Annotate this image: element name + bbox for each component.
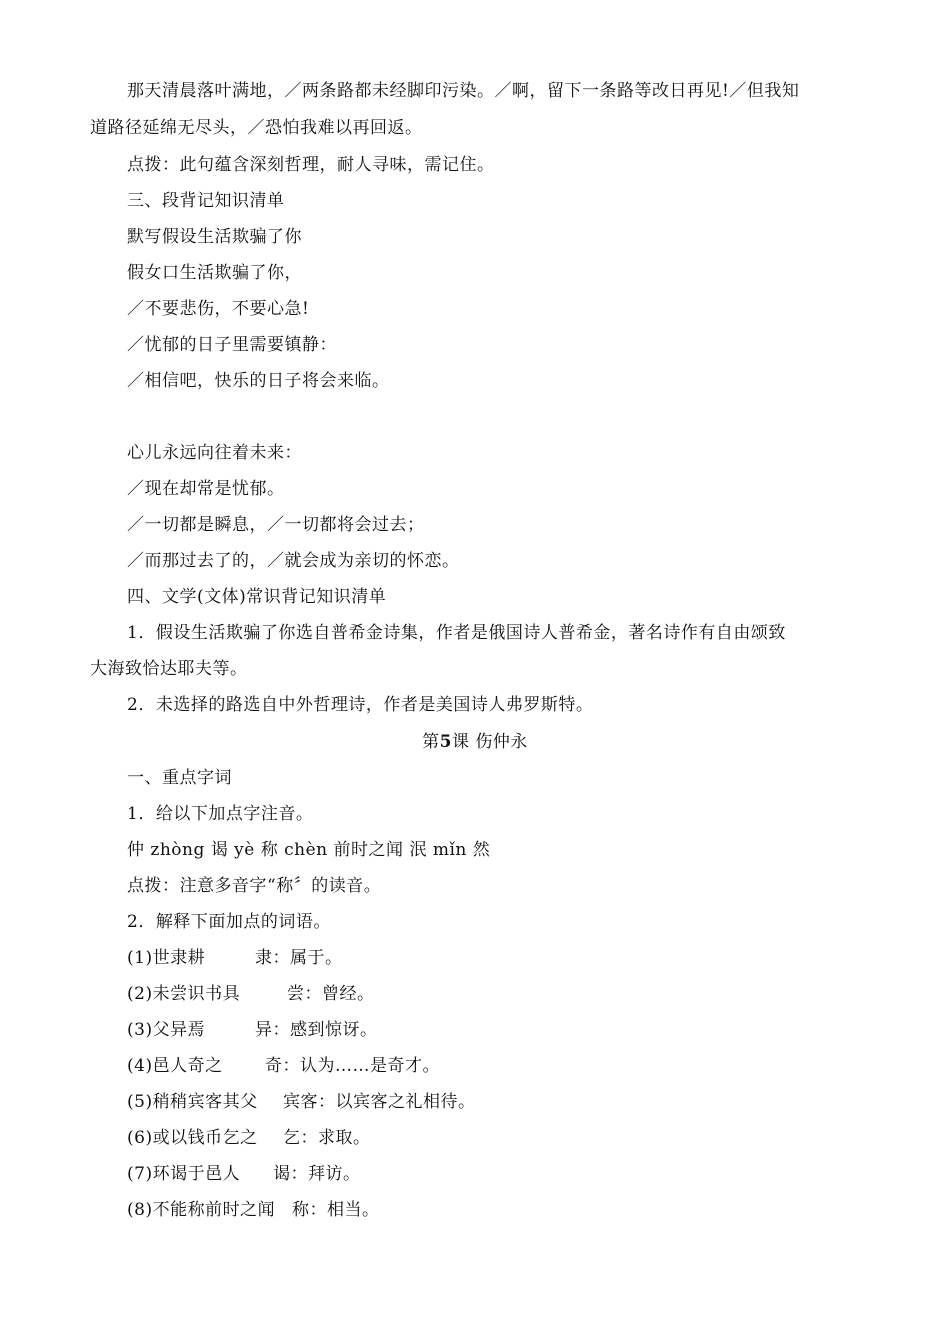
section-4-item1-line1: 1．假设生活欺骗了你选自普希金诗集，作者是俄国诗人普希金，著名诗作有自由颂致 bbox=[127, 623, 786, 643]
stanza1-line-2: ／不要悲伤，不要心急! bbox=[127, 299, 310, 319]
stanza2-line-4: ／而那过去了的，／就会成为亲切的怀恋。 bbox=[127, 551, 460, 571]
vocab-phrase: (6)或以钱币乞之 bbox=[127, 1128, 258, 1148]
poem-tip: 点拨：此句蕴含深刻哲理，耐人寻味，需记住。 bbox=[127, 155, 495, 175]
lesson-title bbox=[0, 731, 950, 753]
vocab-item-3 bbox=[127, 1019, 378, 1041]
vocab-item-1 bbox=[127, 947, 343, 969]
stanza2-line-3: ／一切都是瞬息，／一切都将会过去； bbox=[127, 515, 425, 535]
vocab-item-4 bbox=[127, 1055, 440, 1077]
vocab-item-6 bbox=[127, 1127, 371, 1149]
section-4-item2: 2．未选择的路选自中外哲理诗，作者是美国诗人弗罗斯特。 bbox=[127, 695, 594, 715]
vocab-item-5 bbox=[127, 1091, 476, 1113]
stanza2-line-1: 心儿永远向往着未来： bbox=[127, 443, 302, 463]
question-1: 1．给以下加点字注音。 bbox=[127, 804, 314, 824]
vocab-meaning: 乞：求取。 bbox=[283, 1128, 371, 1148]
vocab-phrase: (3)父异焉 bbox=[127, 1020, 206, 1040]
stanza1-line-3: ／忧郁的日子里需要镇静： bbox=[127, 335, 337, 355]
vocab-meaning: 奇：认为……是奇才。 bbox=[265, 1056, 440, 1076]
poem-line-2: 道路径延绵无尽头，／恐怕我难以再回返。 bbox=[90, 118, 423, 138]
vocab-phrase: (7)环谒于邑人 bbox=[127, 1164, 241, 1184]
vocab-item-8 bbox=[127, 1199, 380, 1221]
vocab-phrase: (5)稍稍宾客其父 bbox=[127, 1092, 258, 1112]
vocab-meaning: 异：感到惊讶。 bbox=[255, 1020, 378, 1040]
section-3-task: 默写假设生活欺骗了你 bbox=[127, 227, 302, 247]
question-2: 2．解释下面加点的词语。 bbox=[127, 912, 331, 932]
vocab-meaning: 隶：属于。 bbox=[255, 948, 343, 968]
stanza1-line-1: 假女口生活欺骗了你， bbox=[127, 263, 302, 283]
vocab-item-7 bbox=[127, 1163, 361, 1185]
lesson-title-prefix: 第 bbox=[422, 732, 440, 752]
vocab-meaning: 宾客：以宾客之礼相待。 bbox=[283, 1092, 476, 1112]
section-4-item1-line2: 大海致恰达耶夫等。 bbox=[90, 659, 248, 679]
pinyin-tip: 点拨：注意多音字“称〞的读音。 bbox=[127, 876, 382, 896]
vocab-item-2 bbox=[127, 983, 375, 1005]
lesson-number: 5 bbox=[439, 732, 452, 752]
pinyin-line: 仲 zhòng 谒 yè 称 chèn 前时之闻 泯 mǐn 然 bbox=[127, 840, 491, 860]
section-4-heading: 四、文学(文体)常识背记知识清单 bbox=[127, 587, 387, 607]
vocab-meaning: 称：相当。 bbox=[292, 1200, 380, 1220]
poem-line-1: 那天清晨落叶满地，／两条路都未经脚印污染。／啊，留下一条路等改日再见!／但我知 bbox=[127, 81, 800, 101]
vocab-phrase: (8)不能称前时之闻 bbox=[127, 1200, 276, 1220]
vocab-phrase: (2)未尝识书具 bbox=[127, 984, 241, 1004]
section-3-heading: 三、段背记知识清单 bbox=[127, 191, 285, 211]
vocab-phrase: (4)邑人奇之 bbox=[127, 1056, 223, 1076]
vocab-meaning: 谒：拜访。 bbox=[273, 1164, 361, 1184]
section-1-heading: 一、重点字词 bbox=[127, 768, 232, 788]
lesson-title-suffix: 课 伤仲永 bbox=[451, 732, 528, 752]
vocab-meaning: 尝：曾经。 bbox=[287, 984, 375, 1004]
stanza2-line-2: ／现在却常是忧郁。 bbox=[127, 479, 285, 499]
vocab-phrase: (1)世隶耕 bbox=[127, 948, 206, 968]
stanza1-line-4: ／相信吧，快乐的日子将会来临。 bbox=[127, 371, 390, 391]
